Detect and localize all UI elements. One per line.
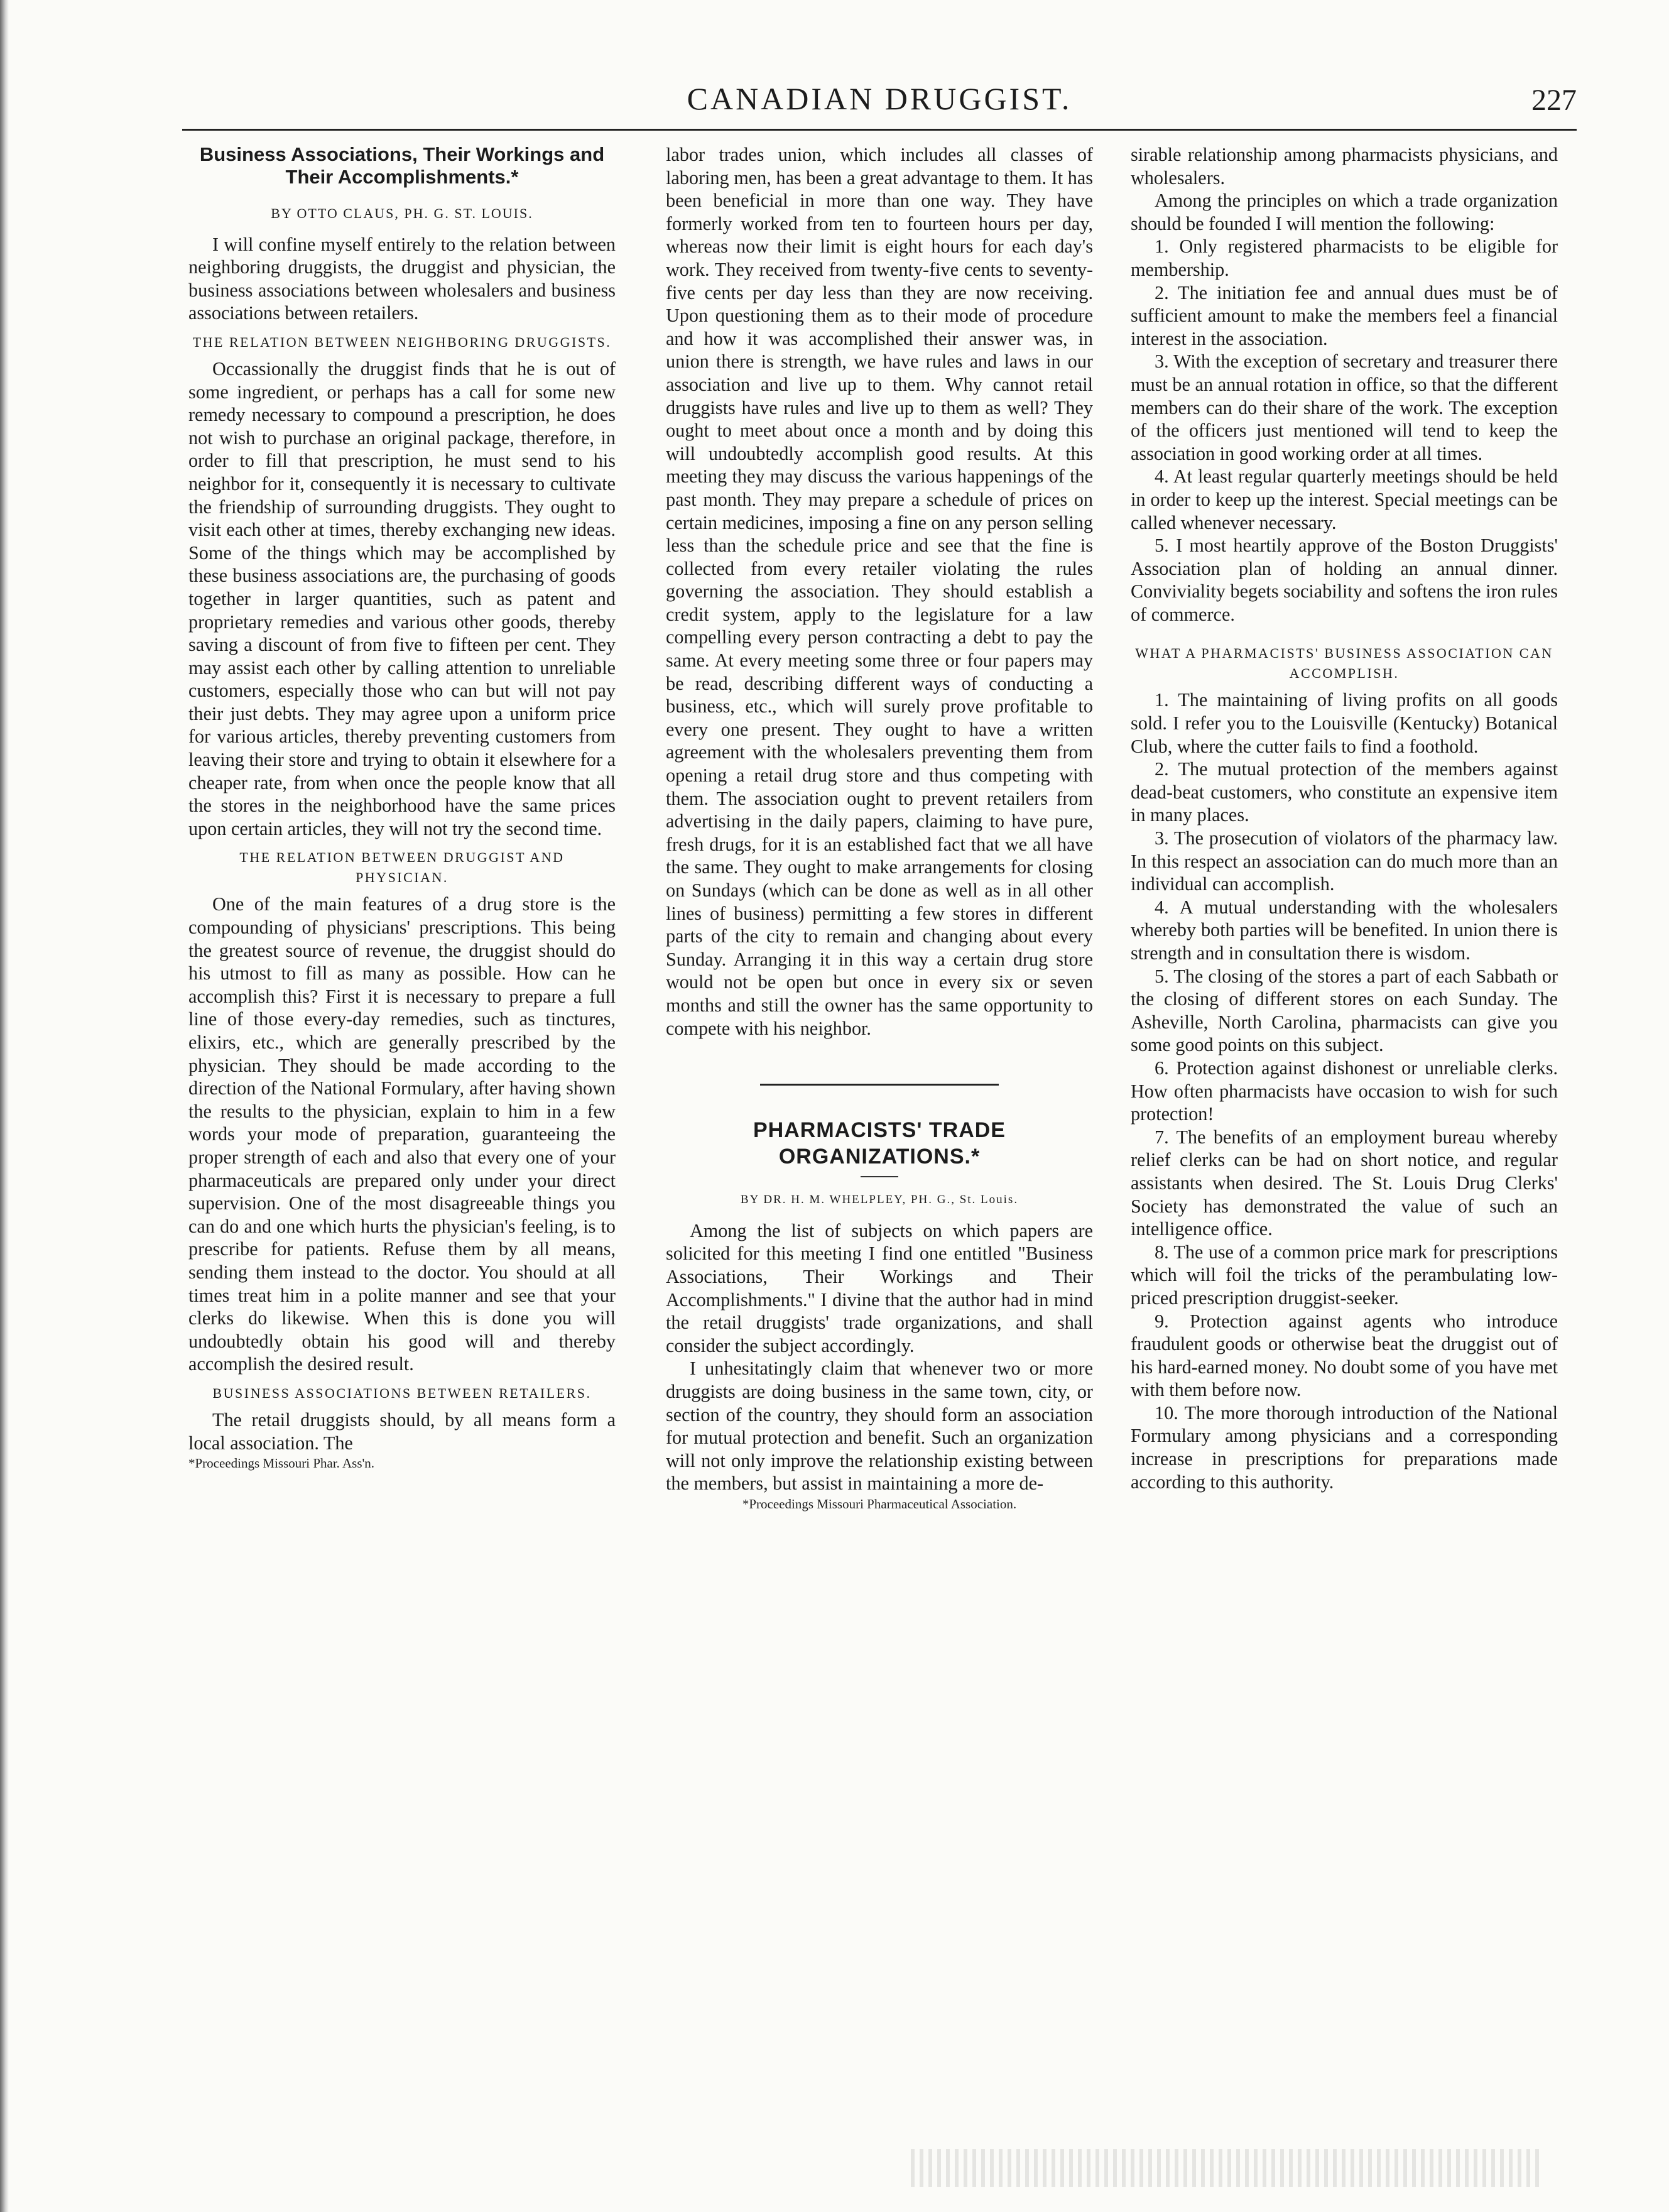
section-heading: WHAT A PHARMACISTS' BUSINESS ASSOCIATION CAN ACCOMPLISH.: [1135, 645, 1553, 682]
list-item: 1. The maintaining of living profits on all goods sold. I refer you to the Louisville (Kentucky) Botanical Club, where the cutter fails to find a foothold.: [1131, 689, 1558, 757]
section-heading: THE RELATION BETWEEN NEIGHBORING DRUGGISTS.: [192, 334, 612, 350]
list-item: 1. Only registered pharmacists to be eligible for membership.: [1131, 236, 1558, 280]
intro-paragraph: I will confine myself entirely to the relation between neighboring druggists, the druggist and physician, the business associations between wholesalers and business associations between retailers.: [188, 233, 616, 324]
footnote: *Proceedings Missouri Pharmaceutical Association.: [742, 1496, 1017, 1512]
article-byline: BY DR. H. M. WHELPLEY, PH. G., St. Louis.: [740, 1193, 1019, 1207]
list-item: 2. The initiation fee and annual dues must be of sufficient amount to make the members feel a financial interest in the association.: [1131, 281, 1558, 349]
list-item: 9. Protection against agents who introduce fraudulent goods or otherwise beat the druggist out of his hard-earned money. No doubt some of you have met with them before now.: [1131, 1310, 1558, 1401]
scan-edge: [0, 0, 9, 2212]
paragraph: One of the main features of a drug store is the compounding of physicians' prescriptions. This being the greatest source of revenue, the druggist should do his utmost to fill as many as possible. How can he accomplish this? First it is necessary to prepare a full line of those every-day remedies, such as tinctures, elixirs, etc., which are generally prescribed by the physician. They should be made according to the direction of the National Formulary, after having shown the results to the physician, explain to him in a few words your mode of preparation, guaranteeing the proper strength of each and also that every one of your pharmaceuticals are prepared only under your direct supervision. One of the most disagreeable things you can do and one which hurts the physician's feeling, is to prescribe for patients. Refuse them by all means, sending them instead to the doctor. You should at all times treat him in a polite manner and see that your clerks do likewise. When this is done you will undoubtedly obtain his good will and thereby accomplish the desired result.: [188, 893, 616, 1375]
title-underline: [861, 1176, 898, 1177]
header-rule: [182, 129, 1577, 131]
list-item: 7. The benefits of an employment bureau whereby relief clerks can be had on short notice, and regular assistants when desired. The St. Louis Drug Clerks' Society has demonstrated the value of such an intelligence office.: [1131, 1126, 1558, 1240]
column-2: [666, 143, 1093, 1513]
paragraph: labor trades union, which includes all classes of laboring men, has been a great advantage to them. It has been beneficial in more than one way. They have formerly worked from ten to fourteen hours per day, whereas now their limit is eight hours for each day's work. They received from twenty-five cents to seventy-five cents per day less than they are now receiving. Upon questioning them as to their mode of procedure and how it was accomplished their answer was, in union there is strength, we have rules and laws in our association and live up to them. Why cannot retail druggists have rules and live up to them as well? They ought to meet about once a month and by doing this will undoubtedly accomplish good results. At this meeting they may discuss the various happenings of the past month. They may prepare a schedule of prices on certain medicines, imposing a fine on any person selling less than the schedule price and see that the fine is collected from every retailer violating the rules governing the association. They should establish a credit system, apply to the legislature for a law compelling every person contracting a debt to pay the same. At every meeting some three or four papers may be read, describing different ways of conducting a business, etc., which will surely prove profitable to every one present. They ought to have a written agreement with the wholesalers preventing them from opening a retail drug store and thus competing with them. The association ought to prevent retailers from advertising in the daily papers, claiming to have pure, fresh drugs, for it is an established fact that we all have the same. They ought to make arrangements for closing on Sundays (which can be done as well as in all other lines of business) permitting a few stores in different parts of the city to remain and changing about every Sunday. Arranging it in this way a certain drug store would not be open but once in every six or seven months and still the owner has the same opportunity to compete with his neighbor.: [666, 144, 1093, 1039]
paragraph: Occassionally the druggist finds that he is out of some ingredient, or perhaps has a call for some new remedy necessary to compound a prescription, he does not wish to purchase an original package, therefore, in order to fill that prescription, he must send to his neighbor for it, consequently it is necessary to cultivate the friendship of surrounding druggists. They ought to visit each other at times, thereby exchanging new ideas. Some of the things which may be accomplished by these business associations are, the purchasing of goods together in larger quantities, such as patent and proprietary remedies and various other goods, thereby saving a discount of from five to fifteen per cent. They may assist each other by calling attention to unreliable customers, especially those who can but will not pay their just debts. They may agree upon a uniform price for various articles, thereby preventing customers from leaving their store and trying to obtain it elsewhere for a cheaper rate, from when once the people know that all the stores in the neighborhood have the same prices upon certain articles, they will not try the second time.: [188, 357, 616, 839]
paragraph: I unhesitatingly claim that whenever two or more druggists are doing business in the same town, city, or section of the country, they should form an association for mutual protection and benefit. Such an organization will not only improve the relationship existing between the members, but assist in maintaining a more de-: [666, 1358, 1093, 1495]
list-item: 6. Protection against dishonest or unreliable clerks. How often pharmacists have occasion to wish for such protection!: [1131, 1057, 1558, 1125]
list-item: 5. The closing of the stores a part of each Sabbath or the closing of different stores on each Sunday. The Asheville, North Carolina, pharmacists can give you some good points on this subject.: [1131, 965, 1558, 1056]
page-header: [182, 80, 1577, 124]
section-heading: THE RELATION BETWEEN DRUGGIST AND PHYSICIAN.: [239, 849, 565, 886]
paragraph: sirable relationship among pharmacists physicians, and wholesalers.: [1131, 144, 1558, 188]
section-heading: BUSINESS ASSOCIATIONS BETWEEN RETAILERS.: [212, 1385, 592, 1401]
list-item: 2. The mutual protection of the members against dead-beat customers, who constitute an expensive item in many places.: [1131, 758, 1558, 826]
scan-smudge: [911, 2149, 1539, 2187]
list-item: 4. A mutual understanding with the wholesalers whereby both parties will be benefited. In union there is strength and in consultation there is wisdom.: [1131, 896, 1558, 964]
article-byline: BY OTTO CLAUS, PH. G. ST. LOUIS.: [271, 205, 533, 221]
list-item: 4. At least regular quarterly meetings should be held in order to keep up the interest. Special meetings can be called whenever necessary.: [1131, 466, 1558, 533]
list-item: 5. I most heartily approve of the Boston Druggists' Association plan of holding an annual dinner. Conviviality begets sociability and softens the iron rules of commerce.: [1131, 535, 1558, 625]
article-title: Business Associations, Their Workings and Their Accomplishments.*: [199, 143, 605, 188]
footnote: *Proceedings Missouri Phar. Ass'n.: [188, 1456, 375, 1471]
list-item: 3. With the exception of secretary and treasurer there must be an annual rotation in office, so that the different members can do their share of the work. The exception of the officers just mentioned will tend to keep the association in good working order at all times.: [1131, 351, 1558, 464]
column-3: [1131, 143, 1558, 1493]
page-number: 227: [1531, 84, 1577, 117]
running-title: CANADIAN DRUGGIST.: [687, 81, 1072, 116]
paragraph: The retail druggists should, by all means form a local association. The: [188, 1408, 616, 1454]
list-item: 10. The more thorough introduction of the National Formulary among physicians and a corresponding increase in prescriptions for preparations made according to this authority.: [1131, 1402, 1558, 1493]
column-1: [188, 143, 616, 1472]
paragraph: Among the principles on which a trade organization should be founded I will mention the following:: [1131, 190, 1558, 234]
list-item: 8. The use of a common price mark for prescriptions which will foil the tricks of the perambulating low-priced prescription druggist-seeker.: [1131, 1241, 1558, 1309]
article-title: PHARMACISTS' TRADE ORGANIZATIONS.*: [753, 1118, 1006, 1169]
article-divider: [760, 1084, 999, 1086]
list-item: 3. The prosecution of violators of the pharmacy law. In this respect an association can do much more than an individual can accomplish.: [1131, 827, 1558, 895]
paragraph: Among the list of subjects on which papers are solicited for this meeting I find one entitled "Business Associations, Their Workings and Their Accomplishments." I divine that the author had in mind the retail druggists' trade organizations, and shall consider the subject accordingly.: [666, 1219, 1093, 1356]
